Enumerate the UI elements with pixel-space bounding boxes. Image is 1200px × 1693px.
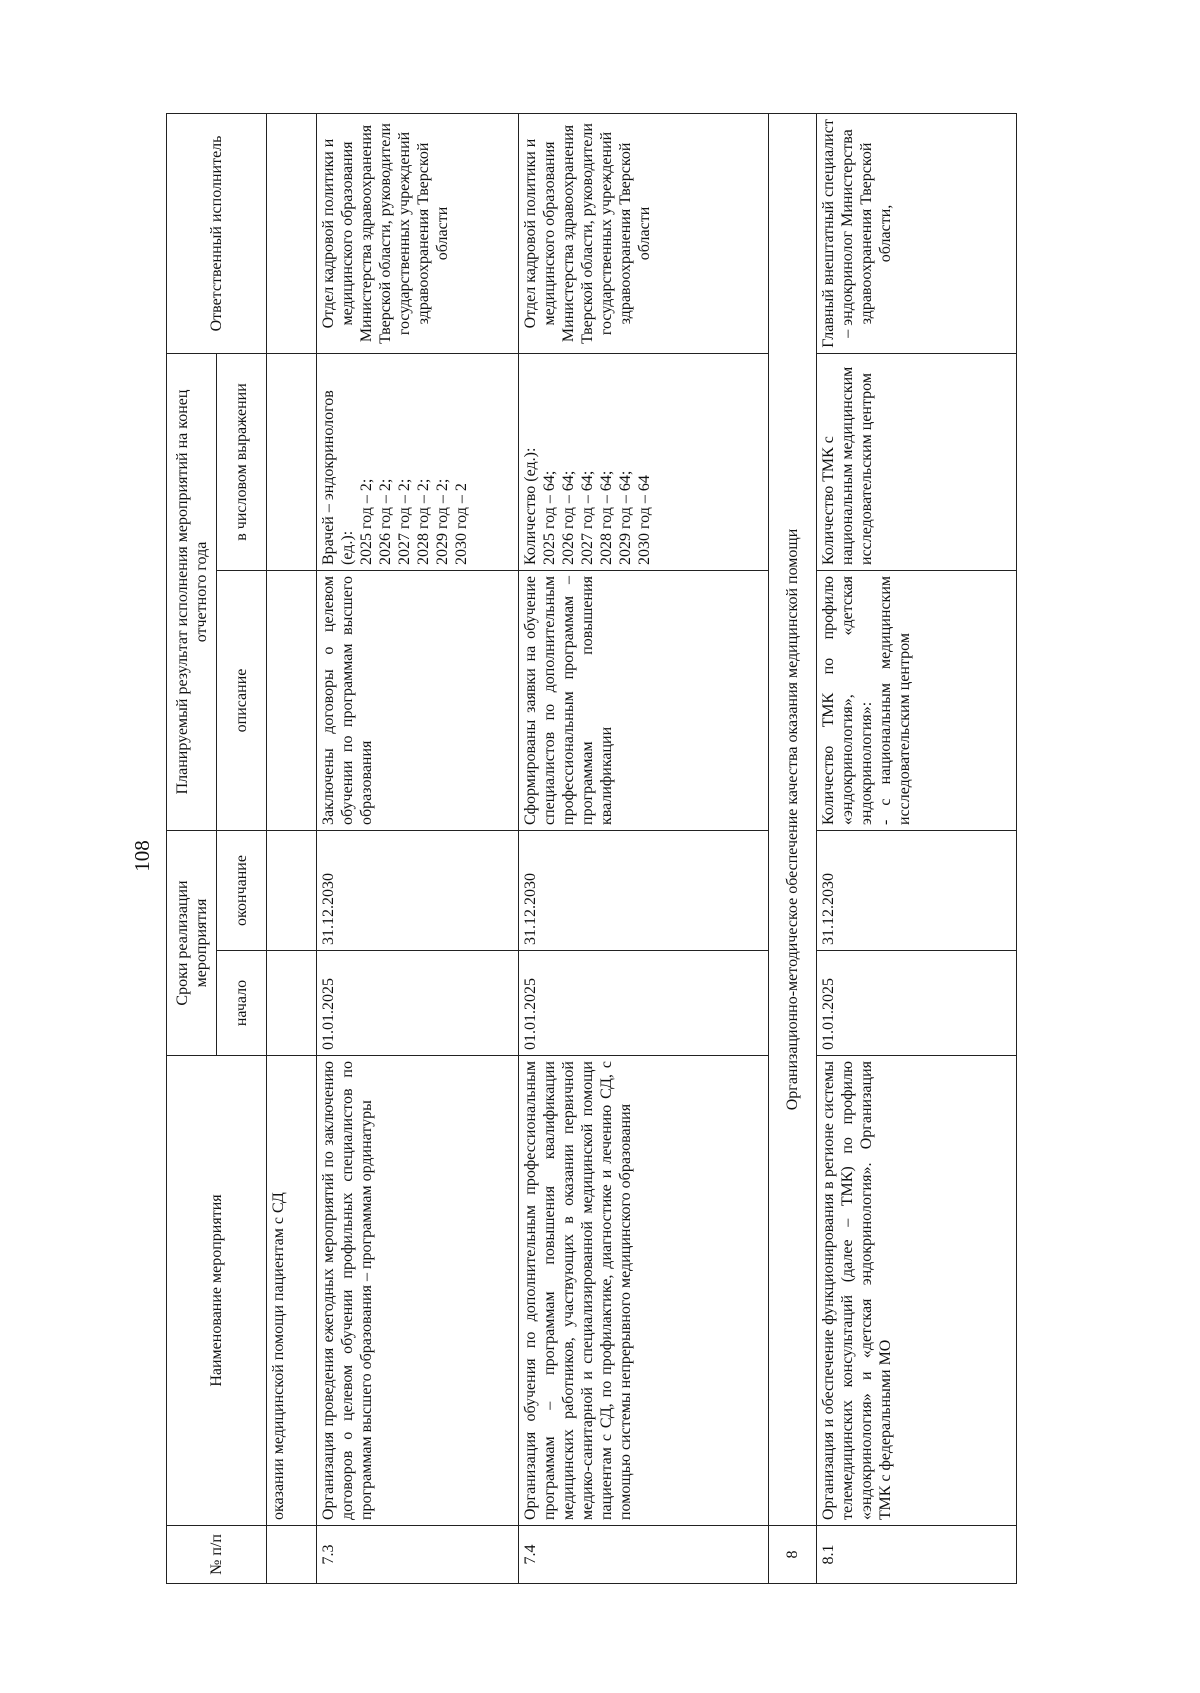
row-start: 01.01.2025 [519,951,769,1056]
table-row [267,113,317,1583]
row-num [267,1526,317,1584]
header-start: начало [217,951,267,1056]
row-description: Заключены договоры о целевом обучении по программам высшего образования [317,570,519,830]
page-number: 108 [130,840,154,872]
header-terms: Сроки реализации мероприятия [167,830,217,1055]
row-end: 31.12.2030 [317,830,519,950]
row-start: 01.01.2025 [817,951,1017,1056]
row-numeric: Врачей – эндокринологов (ед.): 2025 год – 2; 2026 год – 2; 2027 год – 2; 2028 год – 2; 2029 год – 2; 2030 год – 2 [317,353,519,570]
row-description: Количество ТМК по профилю «эндокринология», «детская эндокринология»: - с национальным медицинским исследовательским центром [817,570,1017,830]
header-description: описание [217,570,267,830]
row-start [267,951,317,1056]
row-description [267,570,317,830]
row-start: 01.01.2025 [317,951,519,1056]
row-responsible: Отдел кадровой политики и медицинского образования Министерства здравоохранения Тверской области, руководители государственных учреждений здравоохранения Тверской области [317,113,519,353]
row-numeric [267,353,317,570]
row-name: оказании медицинской помощи пациентам с СД [267,1056,317,1526]
row-responsible [267,113,317,353]
section-row [769,113,817,1583]
row-name: Организация и обеспечение функционирования в регионе системы телемедицинских консультаций (далее – ТМК) по профилю «эндокринология» и «детская эндокринология». Организация ТМК с федеральными МО [817,1056,1017,1526]
table-row [519,113,769,1583]
row-name: Организация обучения по дополнительным профессиональным программам – программам повышения квалификации медицинских работников, участвующих в оказании первичной медико-санитарной и специализированной медицинской помощи пациентам с СД, по профилактике, диагностике и лечению СД, с помощью системы непрерывного медицинского образования [519,1056,769,1526]
header-numeric: в числовом выражении [217,353,267,570]
rotated-table-container [166,114,1016,1584]
row-num: 7.4 [519,1526,769,1584]
table-row [817,113,1017,1583]
section-title: Организационно-методическое обеспечение качества оказания медицинской помощи [769,113,817,1525]
row-responsible: Отдел кадровой политики и медицинского образования Министерства здравоохранения Тверской области, руководители государственных учреждений здравоохранения Тверской области [519,113,769,353]
table-row [317,113,519,1583]
header-end: окончание [217,830,267,950]
row-end: 31.12.2030 [519,830,769,950]
row-end [267,830,317,950]
row-num: 7.3 [317,1526,519,1584]
row-responsible: Главный внештатный специалист – эндокринолог Министерства здравоохранения Тверской области, [817,113,1017,353]
row-num: 8.1 [817,1526,1017,1584]
row-numeric: Количество ТМК с национальным медицинским исследовательским центром [817,353,1017,570]
header-name: Наименование мероприятия [167,1056,267,1526]
row-end: 31.12.2030 [817,830,1017,950]
header-num: № п/п [167,1526,267,1584]
row-numeric: Количество (ед.): 2025 год – 64; 2026 год – 64; 2027 год – 64; 2028 год – 64; 2029 год – 64; 2030 год – 64 [519,353,769,570]
header-result: Планируемый результат исполнения мероприятий на конец отчетного года [167,353,217,830]
measures-table [166,113,1017,1584]
section-num: 8 [769,1526,817,1584]
header-row-1 [167,113,217,1583]
row-name: Организация проведения ежегодных мероприятий по заключению договоров о целевом обучении профильных специалистов по программам высшего образования – программам ординатуры [317,1056,519,1526]
header-responsible: Ответственный исполнитель [167,113,267,353]
row-description: Сформированы заявки на обучение специалистов по дополнительным профессиональным программам – программам повышения квалификации [519,570,769,830]
